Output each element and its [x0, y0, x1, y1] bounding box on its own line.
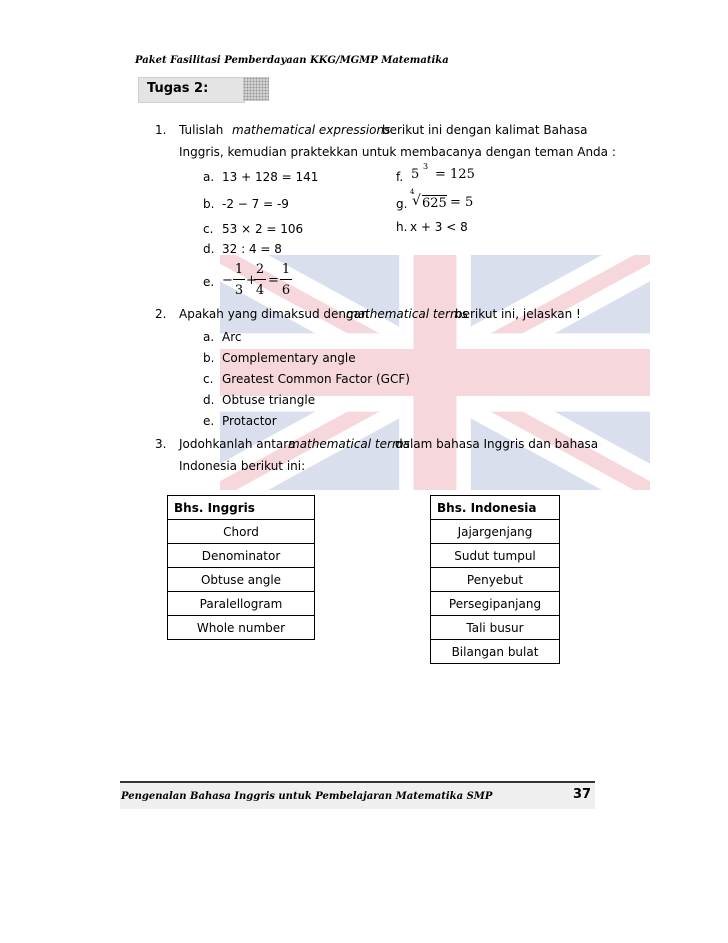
- english-table-header: Bhs. Inggris: [168, 496, 315, 520]
- indonesian-term: Penyebut: [431, 568, 560, 592]
- english-term: Whole number: [168, 616, 315, 640]
- english-term: Obtuse angle: [168, 568, 315, 592]
- q2-item-a: Arc: [222, 330, 242, 344]
- q3-text-line2: Indonesia berikut ini:: [179, 459, 306, 473]
- q2-item-b-label: b.: [203, 351, 215, 365]
- q2-number: 2.: [155, 307, 167, 321]
- q1-item-h: x + 3 < 8: [410, 220, 468, 234]
- indonesian-terms-table: [430, 495, 560, 664]
- q2-term: mathematical terms: [346, 307, 468, 321]
- indonesian-term: Tali busur: [431, 616, 560, 640]
- q1-item-d: 32 : 4 = 8: [222, 242, 282, 256]
- q1-text-line2: Inggris, kemudian praktekkan untuk membacanya dengan teman Anda :: [179, 145, 616, 159]
- q3-text-post: dalam bahasa Inggris dan bahasa: [395, 437, 599, 451]
- frac-bar-2: [254, 279, 266, 280]
- frac-plus: +: [246, 273, 257, 288]
- q1-item-g-label: g.: [396, 197, 408, 211]
- task-label-pattern: [243, 77, 269, 101]
- frac-num-2: 2: [255, 262, 265, 277]
- q1-item-c-label: c.: [203, 222, 214, 236]
- indonesian-term: Persegipanjang: [431, 592, 560, 616]
- frac-den-1: 3: [234, 283, 244, 298]
- frac-den-3: 6: [281, 283, 291, 298]
- radical-sign-icon: √: [412, 193, 421, 209]
- english-term: Denominator: [168, 544, 315, 568]
- q2-item-e-label: e.: [203, 414, 215, 428]
- q3-number: 3.: [155, 437, 167, 451]
- q1-number: 1.: [155, 123, 167, 137]
- q1-item-h-label: h.: [396, 220, 408, 234]
- q1-item-g-rhs: = 5: [450, 195, 474, 210]
- task-label: Tugas 2:: [147, 81, 209, 96]
- q2-item-c: Greatest Common Factor (GCF): [222, 372, 410, 386]
- q1-item-f-rhs: = 125: [435, 167, 475, 182]
- q1-text-post: berikut ini dengan kalimat Bahasa: [382, 123, 588, 137]
- q1-item-g-radicand: 625: [422, 196, 447, 211]
- running-header: Paket Fasilitasi Pemberdayaan KKG/MGMP Matematika: [135, 55, 449, 66]
- q1-item-f-base: 5: [411, 167, 420, 182]
- frac-bar-1: [233, 279, 245, 280]
- q1-item-b: -2 − 7 = -9: [222, 197, 289, 211]
- q1-item-a: 13 + 128 = 141: [222, 170, 319, 184]
- q2-text-post: berikut ini, jelaskan !: [455, 307, 581, 321]
- indonesian-term: Sudut tumpul: [431, 544, 560, 568]
- frac-equals: =: [268, 273, 279, 288]
- q2-item-c-label: c.: [203, 372, 214, 386]
- frac-bar-3: [280, 279, 292, 280]
- q2-text-pre: Apakah yang dimaksud dengan: [179, 307, 369, 321]
- q1-item-c: 53 × 2 = 106: [222, 222, 304, 236]
- q2-item-d-label: d.: [203, 393, 215, 407]
- footer-title: Pengenalan Bahasa Inggris untuk Pembelajaran Matematika SMP: [121, 791, 493, 802]
- q1-item-e-label: e.: [203, 275, 215, 289]
- q3-term: mathematical terms: [288, 437, 410, 451]
- q2-item-b: Complementary angle: [222, 351, 356, 365]
- q1-item-a-label: a.: [203, 170, 215, 184]
- q1-item-d-label: d.: [203, 242, 215, 256]
- frac-num-3: 1: [281, 262, 291, 277]
- q2-item-d: Obtuse triangle: [222, 393, 316, 407]
- frac-den-2: 4: [255, 283, 265, 298]
- q3-text-pre: Jodohkanlah antara: [179, 437, 296, 451]
- frac-num-1: 1: [234, 262, 244, 277]
- q1-text-pre: Tulislah: [179, 123, 224, 137]
- indonesian-table-header: Bhs. Indonesia: [431, 496, 560, 520]
- q1-item-f-label: f.: [396, 170, 404, 184]
- page-number: 37: [573, 787, 592, 802]
- english-term: Chord: [168, 520, 315, 544]
- q1-item-b-label: b.: [203, 197, 215, 211]
- q2-item-a-label: a.: [203, 330, 215, 344]
- q2-item-e: Protactor: [222, 414, 277, 428]
- english-terms-table: [167, 495, 315, 640]
- indonesian-term: Jajargenjang: [431, 520, 560, 544]
- q1-term: mathematical expressions: [232, 123, 391, 137]
- q1-item-f-exponent: 3: [423, 162, 429, 171]
- indonesian-term: Bilangan bulat: [431, 640, 560, 664]
- frac-minus: −: [222, 273, 233, 288]
- english-term: Paralellogram: [168, 592, 315, 616]
- q1-item-g-index: 4: [410, 188, 415, 196]
